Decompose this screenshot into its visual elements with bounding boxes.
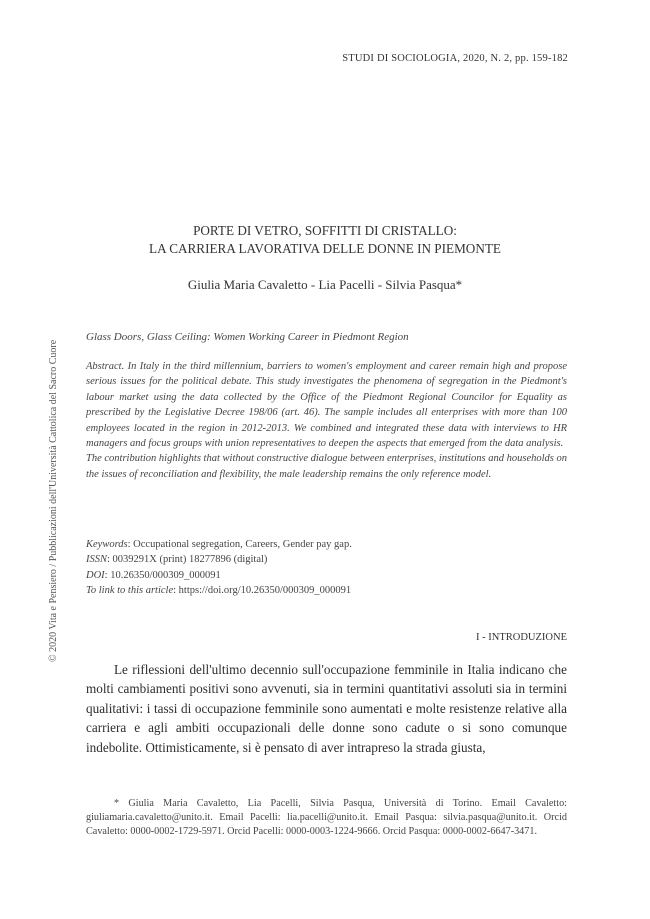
title-line-1: PORTE DI VETRO, SOFFITTI DI CRISTALLO: [193, 223, 457, 238]
issn [86, 552, 567, 567]
authors: Giulia Maria Cavaletto - Lia Pacelli - Silvia Pasqua* [187, 277, 463, 292]
abstract-paragraph: The contribution highlights that without constructive dialogue between enterprises, institutions and households on the issues of reconciliation and flexibility, the male leadership remains the only reference model. [86, 453, 567, 480]
abstract-paragraph: Abstract. In Italy in the third millennium, barriers to women's employment and career remain high and propose serious issues for the political debate. This study investigates the phenomena of segregation in the Piedmont's labour market using the data collected by the Office of the Piedmont Regional Councilor for Equality as prescribed by the Legislative Decree 198/06 (art. 46). The sample includes all enterprises with more than 100 employees located in the region in 2012-2013. We combined and integrated these data with interviews to HR managers and focus groups with union representatives to deepen the aspects that emerged from the data analysis. [86, 361, 567, 450]
footnote: * Giulia Maria Cavaletto, Lia Pacelli, Silvia Pasqua, Università di Torino. Email Cavaletto: giuliamaria.cavaletto@unito.it. Email Pacelli: lia.pacelli@unito.it. Email Pasqua: silvia.pasqua@unito.it. Orcid Cavaletto: 0000-0002-1729-5971. Orcid Pacelli: 0000-0003-1224-9666. Orcid Pasqua: 0000-0002-6647-3471. [86, 798, 567, 837]
running-head: STUDI DI SOCIOLOGIA, 2020, N. 2, pp. 159-182 [342, 53, 568, 64]
article-link [86, 583, 567, 598]
doi-label: DOI [86, 569, 105, 581]
title-line-2: LA CARRIERA LAVORATIVA DELLE DONNE IN PIEMONTE [149, 241, 501, 256]
section-heading: I - INTRODUZIONE [476, 632, 567, 643]
abstract [86, 359, 567, 482]
english-title: Glass Doors, Glass Ceiling: Women Working Career in Piedmont Region [86, 331, 409, 343]
doi-value: : 10.26350/000309_000091 [104, 569, 221, 581]
article-link-label: To link to this article [86, 585, 174, 597]
issn-value: : 0039291X (print) 18277896 (digital) [107, 554, 268, 566]
article-link-url[interactable]: : https://doi.org/10.26350/000309_000091 [173, 585, 352, 597]
body-paragraph: Le riflessioni dell'ultimo decennio sull'occupazione femminile in Italia indicano che molti cambiamenti positivi sono avvenuti, sia in termini quantitativi assoluti sia in termini qualitativi: i tassi di occupazione femminile sono aumentati e molte resistenze relative alla carriera e agli ambiti occupazionali delle donne sono cadute o si sono comunque indebolite. Ottimisticamente, si è pensato di aver intrapreso la strada giusta, [86, 662, 567, 755]
copyright-notice: © 2020 Vita e Pensiero / Pubblicazioni dell'Università Cattolica del Sacro Cuore [48, 339, 59, 662]
issn-label: ISSN [86, 554, 107, 566]
keywords-label: Keywords [86, 539, 128, 550]
keywords [86, 537, 567, 552]
article-title [0, 222, 650, 258]
keywords-value: : Occupational segregation, Careers, Gender pay gap. [127, 539, 352, 550]
doi [86, 568, 567, 583]
article-metadata [86, 537, 567, 599]
